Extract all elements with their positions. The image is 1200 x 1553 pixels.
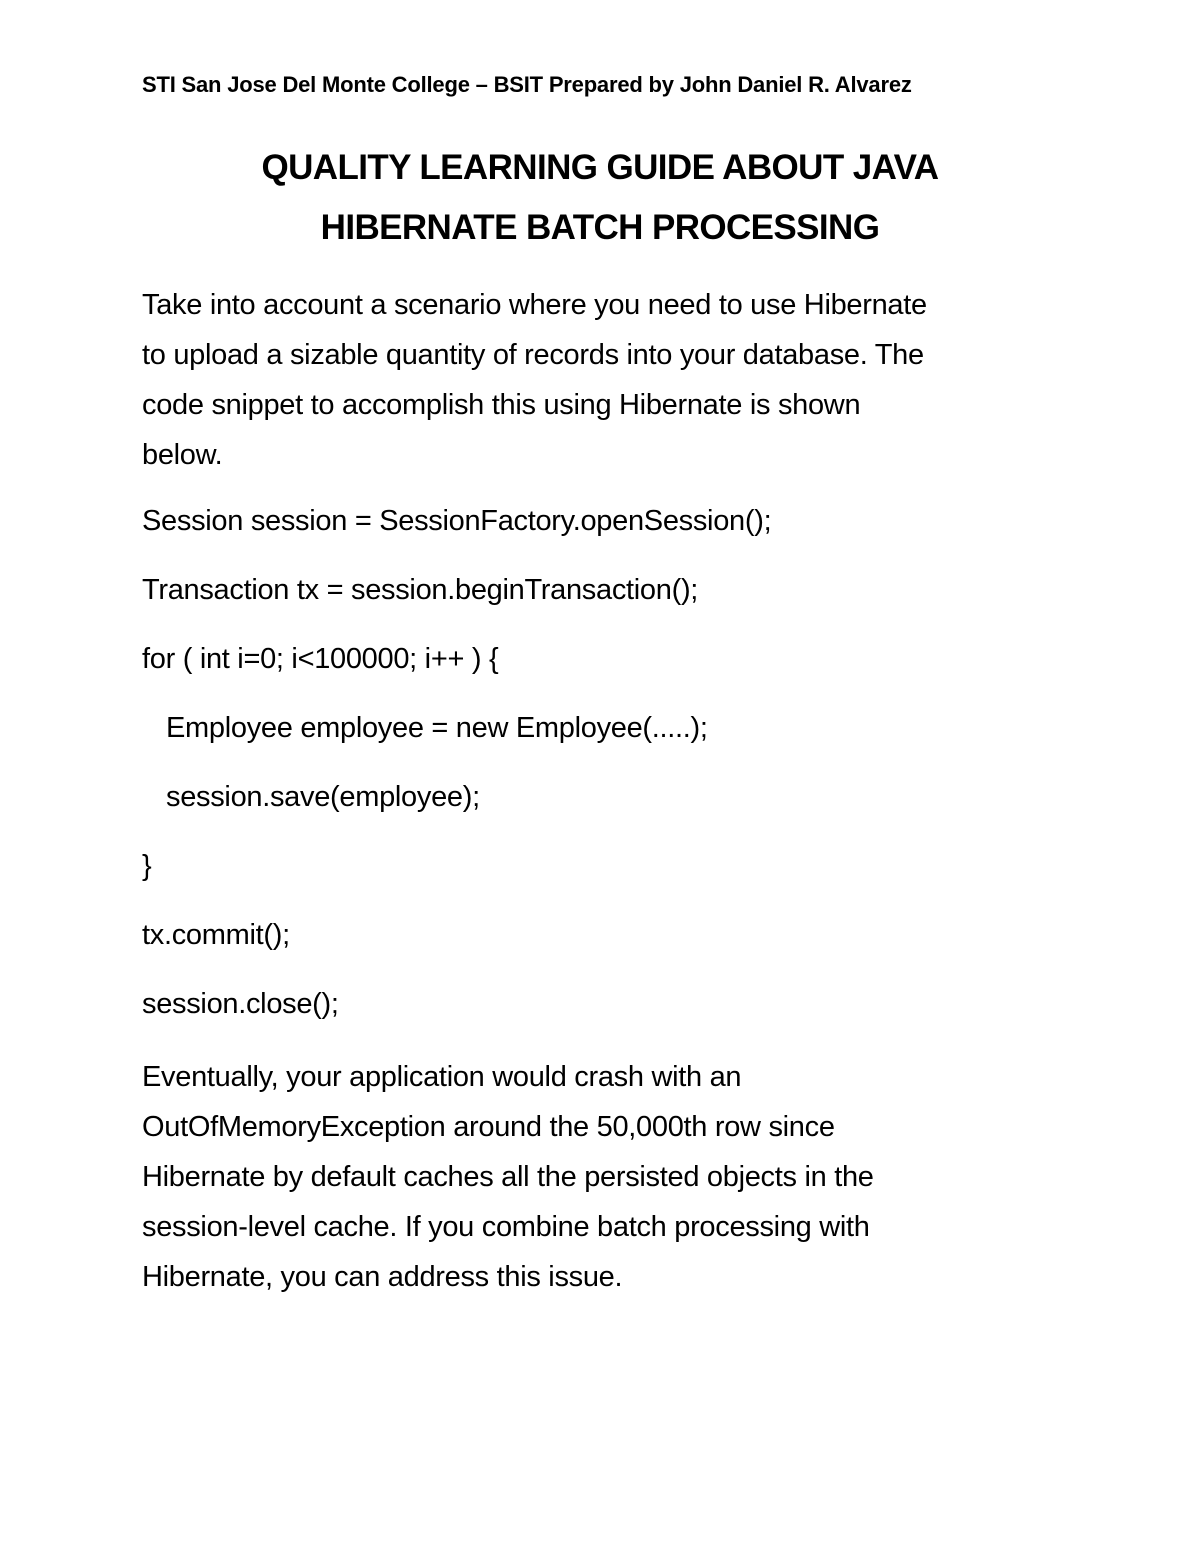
code-line-commit: tx.commit(); xyxy=(142,919,290,951)
conclusion-line: Eventually, your application would crash with an xyxy=(142,1061,742,1093)
code-line-session-save: session.save(employee); xyxy=(166,781,480,813)
intro-line: Take into account a scenario where you need to use Hibernate xyxy=(142,289,927,321)
code-line-open-session: Session session = SessionFactory.openSession(); xyxy=(142,505,772,537)
code-line-begin-transaction: Transaction tx = session.beginTransaction(); xyxy=(142,574,699,606)
intro-line: to upload a sizable quantity of records into your database. The xyxy=(142,339,924,371)
page-header: STI San Jose Del Monte College – BSIT Prepared by John Daniel R. Alvarez xyxy=(142,72,912,97)
conclusion-line: OutOfMemoryException around the 50,000th row since xyxy=(142,1111,835,1143)
code-line-for-loop: for ( int i=0; i<100000; i++ ) { xyxy=(142,643,499,675)
code-line-new-employee: Employee employee = new Employee(.....); xyxy=(166,712,708,744)
code-line-session-close: session.close(); xyxy=(142,988,339,1020)
document-title-line-2: HIBERNATE BATCH PROCESSING xyxy=(320,208,880,247)
intro-line: below. xyxy=(142,439,223,471)
code-line-close-brace: } xyxy=(142,850,152,882)
conclusion-line: Hibernate by default caches all the persisted objects in the xyxy=(142,1161,874,1193)
intro-paragraph xyxy=(142,280,1072,480)
intro-line: code snippet to accomplish this using Hibernate is shown xyxy=(142,389,861,421)
conclusion-line: Hibernate, you can address this issue. xyxy=(142,1261,623,1293)
document-title-line-1: QUALITY LEARNING GUIDE ABOUT JAVA xyxy=(261,148,939,187)
conclusion-line: session-level cache. If you combine batch processing with xyxy=(142,1211,870,1243)
conclusion-paragraph xyxy=(142,1052,1072,1302)
